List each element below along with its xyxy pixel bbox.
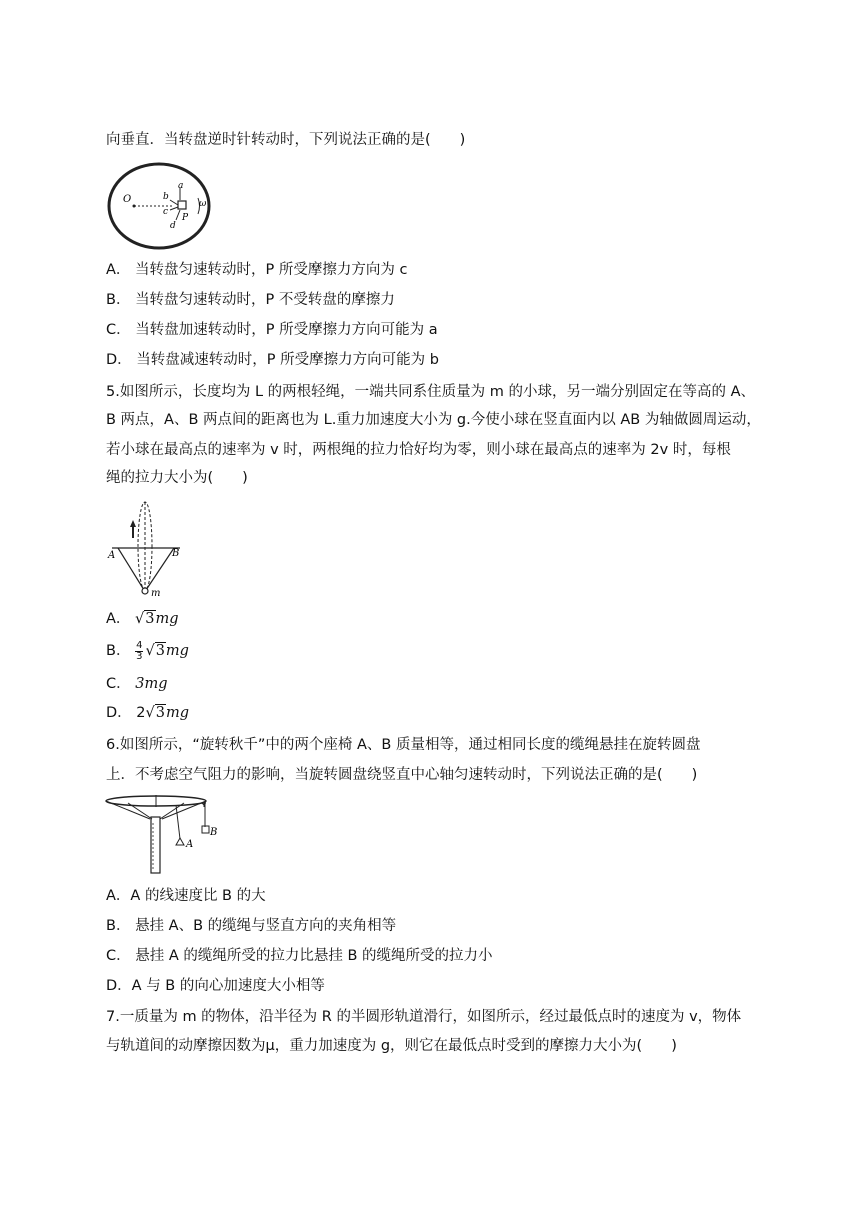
q4-label-d: d (170, 221, 176, 231)
q5-line-3: 若小球在最高点的速率为 v 时，两根绳的拉力恰好均为零，则小球在最高点的速率为 2v 时，每根 (106, 442, 731, 458)
q5-rope-figure (104, 496, 190, 598)
q6-option-b: B． 悬挂 A、B 的缆绳与竖直方向的夹角相等 (106, 918, 397, 934)
q5-label-B: B (172, 548, 180, 559)
q5-label-m: m (151, 588, 161, 598)
q4-label-a: a (178, 181, 184, 191)
q5-option-d: D． 2√3mg (106, 705, 190, 721)
q4-label-c: c (163, 207, 169, 217)
q4-label-b: b (163, 192, 169, 202)
q4-option-a: A． 当转盘匀速转动时，P 所受摩擦力方向为 c (106, 262, 408, 278)
q4-option-d: D． 当转盘减速转动时，P 所受摩擦力方向可能为 b (106, 352, 439, 368)
q6-option-c: C． 悬挂 A 的缆绳所受的拉力比悬挂 B 的缆绳所受的拉力小 (106, 948, 493, 964)
q7-line-2: 与轨道间的动摩擦因数为μ，重力加速度为 g，则它在最低点时受到的摩擦力大小为( ) (106, 1038, 677, 1054)
q6-option-a: A．A 的线速度比 B 的大 (106, 888, 266, 904)
q6-label-A: A (186, 839, 194, 850)
q4-label-P: P (182, 213, 189, 223)
q6-label-B: B (210, 827, 218, 838)
q6-swing-figure (104, 793, 222, 875)
q5-option-c: C． 3mg (106, 676, 168, 692)
q5-label-A: A (108, 550, 116, 561)
q4-option-b: B． 当转盘匀速转动时，P 不受转盘的摩擦力 (106, 292, 395, 308)
q5-option-a: A． √3mg (106, 611, 179, 627)
q6-option-d: D．A 与 B 的向心加速度大小相等 (106, 978, 325, 994)
q7-line-1: 7.一质量为 m 的物体，沿半径为 R 的半圆形轨道滑行，如图所示，经过最低点时的速度为 v，物体 (106, 1009, 742, 1025)
q6-line-1: 6.如图所示，“旋转秋千”中的两个座椅 A、B 质量相等，通过相同长度的缆绳悬挂在旋转圆盘 (106, 737, 701, 753)
q4-stem: 向垂直．当转盘逆时针转动时，下列说法正确的是( ) (106, 132, 466, 148)
q6-line-2: 上．不考虑空气阻力的影响，当旋转圆盘绕竖直中心轴匀速转动时，下列说法正确的是( ) (106, 767, 698, 783)
q4-turntable-figure (104, 162, 219, 252)
q5-option-b: B． $\frac{4}{3}$ √3mg (106, 639, 189, 662)
q4-label-omega: ω (199, 199, 207, 209)
q4-label-O: O (123, 194, 132, 205)
q5-line-1: 5.如图所示，长度均为 L 的两根轻绳，一端共同系住质量为 m 的小球，另一端分别固定在等高的 A、 (106, 384, 755, 400)
q5-line-2: B 两点，A、B 两点间的距离也为 L.重力加速度大小为 g.今使小球在竖直面内以 AB 为轴做圆周运动， (106, 412, 761, 428)
q5-line-4: 绳的拉力大小为( ) (106, 470, 248, 486)
q4-option-c: C． 当转盘加速转动时，P 所受摩擦力方向可能为 a (106, 322, 438, 338)
